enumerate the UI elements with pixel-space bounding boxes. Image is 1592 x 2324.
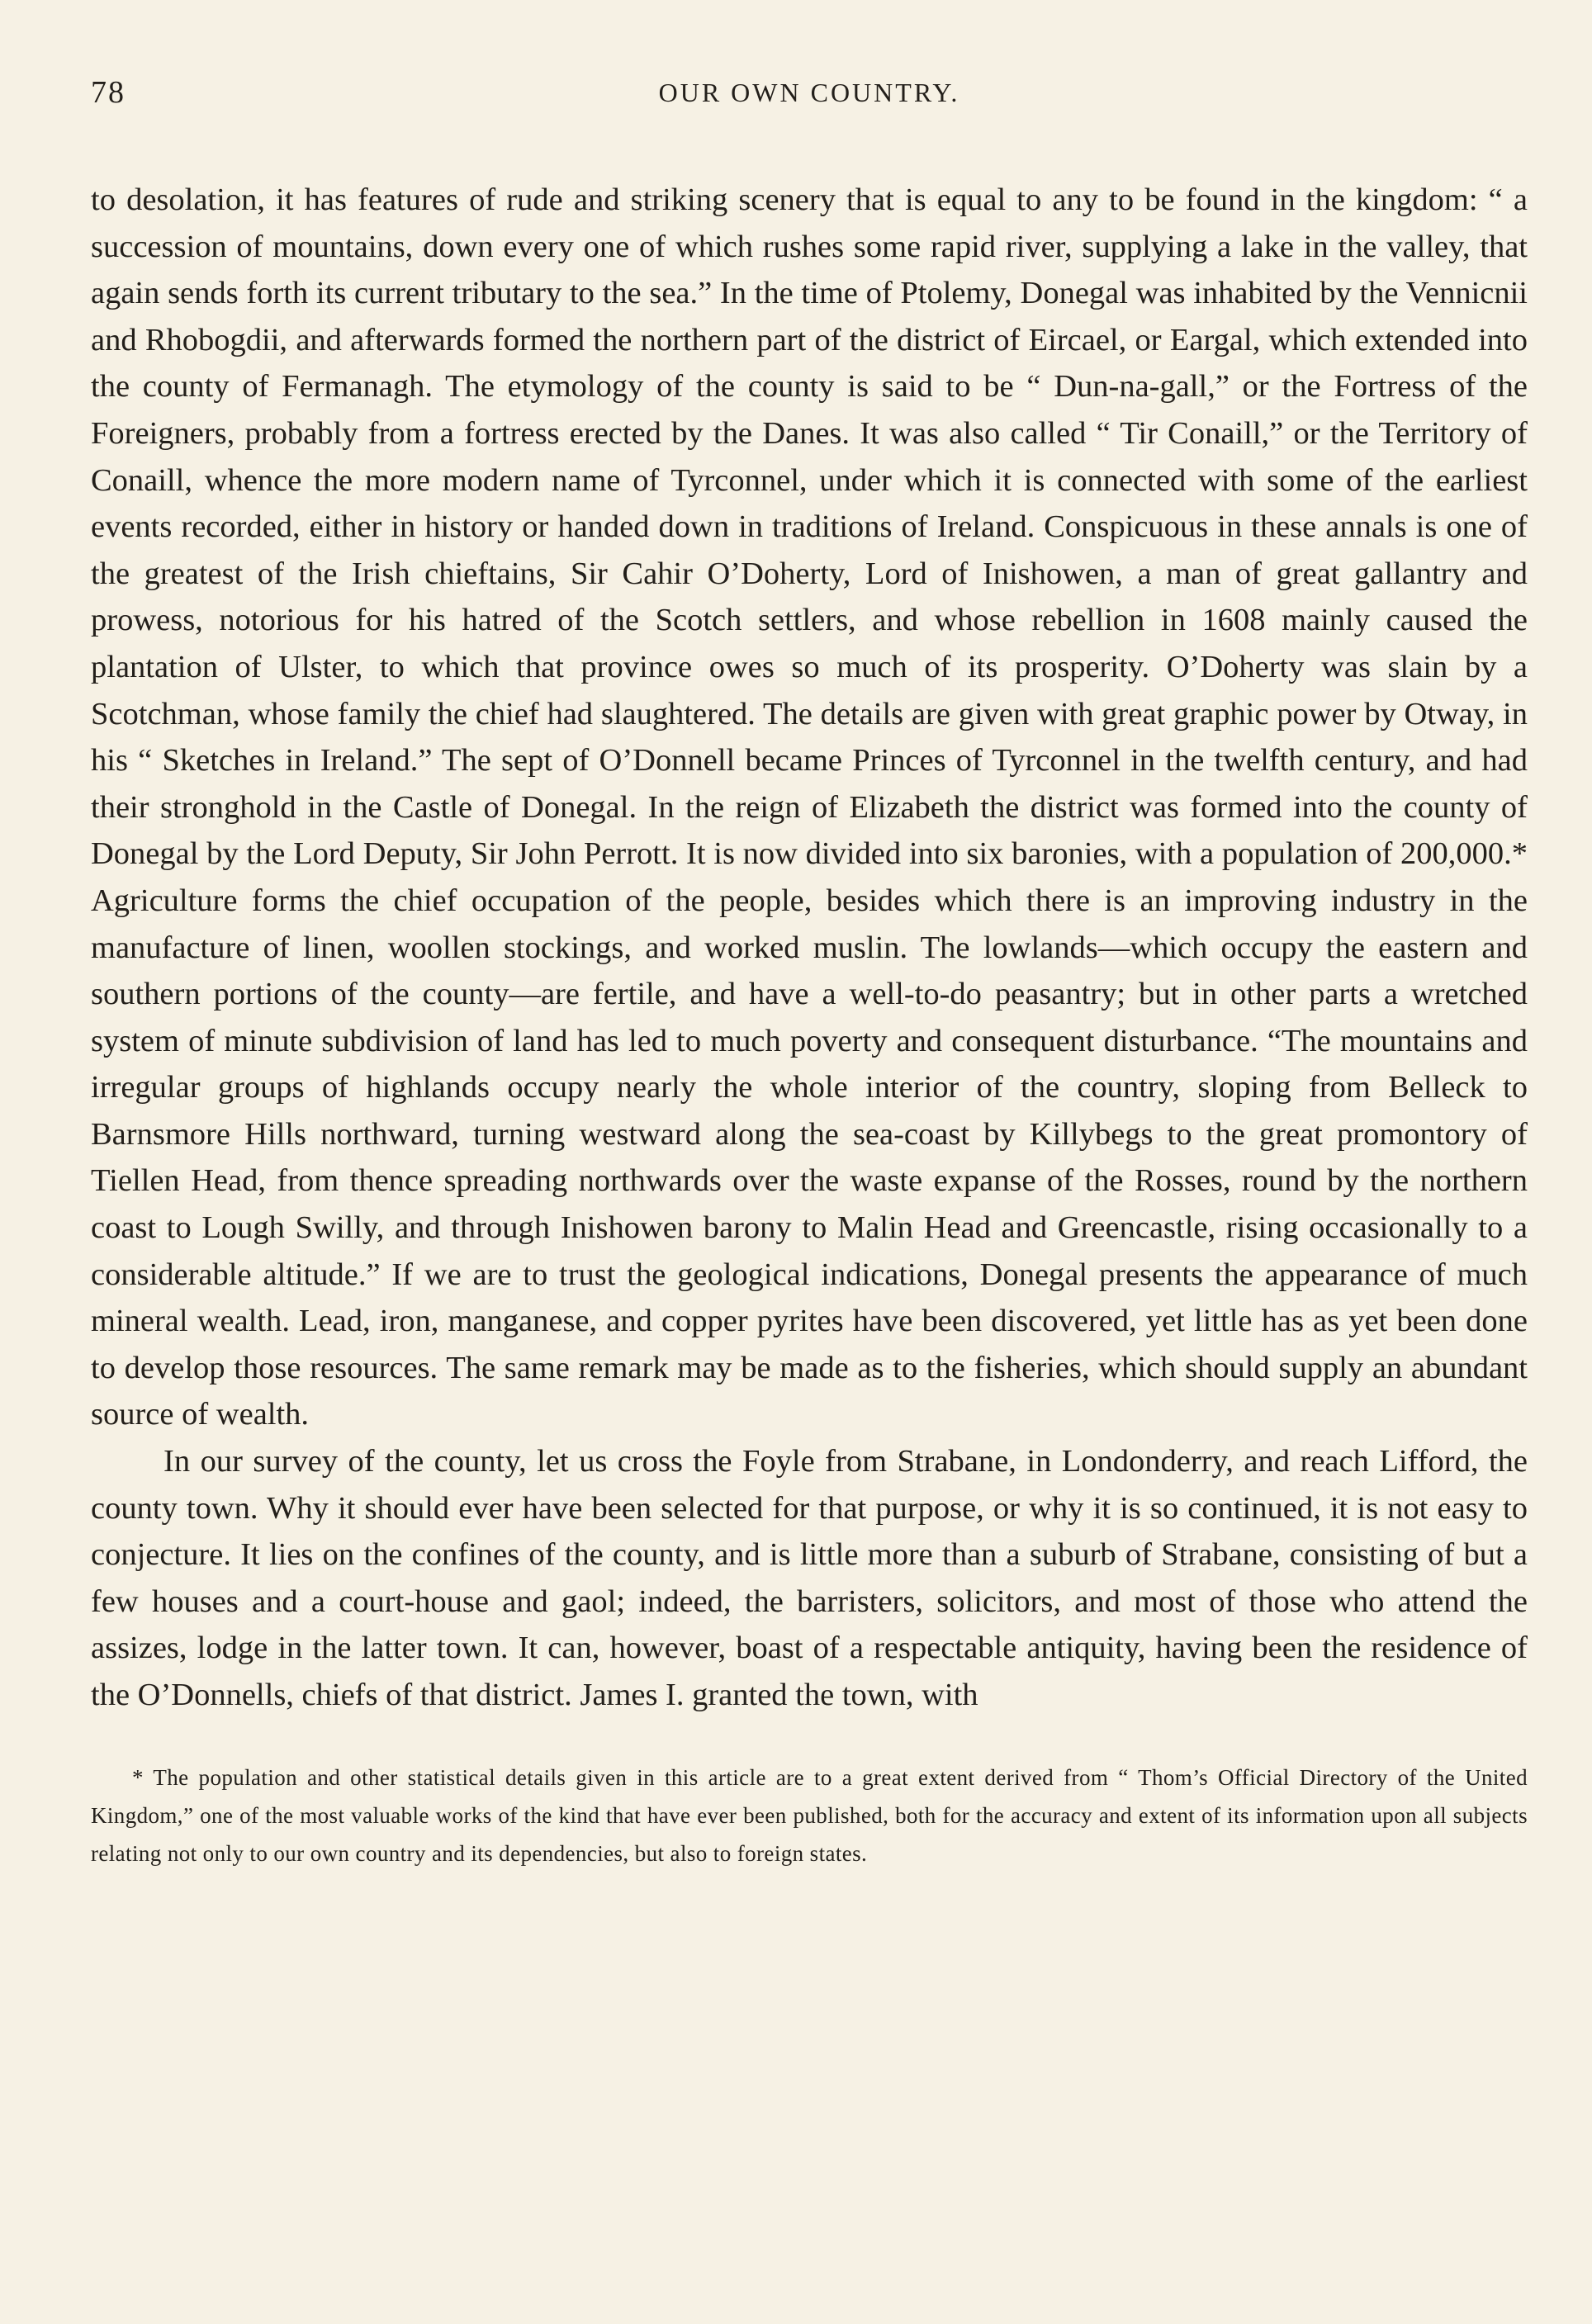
body-text [91, 177, 1528, 1719]
paragraph-lifford: In our survey of the county, let us cross the Foyle from Strabane, in Londonderry, and reach Lifford, the county town. Why it should ever have been selected for that purpose, or why it is so continued, it is not easy to conjecture. It lies on the confines of the county, and is little more than a suburb of Strabane, consisting of but a few houses and a court-house and gaol; indeed, the barristers, solicitors, and most of those who attend the assizes, lodge in the latter town. It can, however, boast of a respectable antiquity, having been the residence of the O’Donnells, chiefs of that district. James I. granted the town, with [91, 1444, 1528, 1712]
running-title: OUR OWN COUNTRY. [658, 78, 960, 107]
footnote: * The population and other statistical details given in this article are to a great extent derived from “ Thom’s Official Directory of the United Kingdom,” one of the most valuable works of the kind that have ever been published, both for the accuracy and extent of its information upon all subjects relating not only to our own country and its dependencies, but also to foreign states. [91, 1764, 1528, 1866]
running-header [91, 66, 1528, 124]
book-page [91, 66, 1528, 2279]
paragraph-continued: to desolation, it has features of rude and striking scenery that is equal to any to be found in the kingdom: “ a succession of mountains, down every one of which rushes some rapid river, supplying a lake in the valley, that again sends forth its current tributary to the sea.” In the time of Ptolemy, Donegal was inhabited by the Vennicnii and Rhobogdii, and afterwards formed the northern part of the district of Eircael, or Eargal, which extended into the county of Fermanagh. The etymology of the county is said to be “ Dun-na-gall,” or the Fortress of the Foreigners, probably from a fortress erected by the Danes. It was also called “ Tir Conaill,” or the Territory of Conaill, whence the more modern name of Tyrconnel, under which it is connected with some of the earliest events recorded, either in history or handed down in traditions of Ireland. Conspicuous in these annals is one of the greatest of the Irish chieftains, Sir Cahir O’Doherty, Lord of Inishowen, a man of great gallantry and prowess, notorious for his hatred of the Scotch settlers, and whose rebellion in 1608 mainly caused the plantation of Ulster, to which that province owes so much of its prosperity. O’Doherty was slain by a Scotchman, whose family the chief had slaughtered. The details are given with great graphic power by Otway, in his “ Sketches in Ireland.” The sept of O’Donnell became Princes of Tyrconnel in the twelfth century, and had their stronghold in the Castle of Donegal. In the reign of Elizabeth the district was formed into the county of Donegal by the Lord Deputy, Sir John Perrott. It is now divided into six baronies, with a population of 200,000.* Agriculture forms the chief occupation of the people, besides which there is an improving industry in the manufacture of linen, woollen stockings, and worked muslin. The lowlands—which occupy the eastern and southern portions of the county—are fertile, and have a well-to-do peasantry; but in other parts a wretched system of minute subdivision of land has led to much poverty and consequent disturbance. “The mountains and irregular groups of highlands occupy nearly the whole interior of the country, sloping from Belleck to Barnsmore Hills northward, turning westward along the sea-coast by Killybegs to the great promontory of Tiellen Head, from thence spreading northwards over the waste expanse of the Rosses, round by the northern coast to Lough Swilly, and through Inishowen barony to Malin Head and Greencastle, rising occasionally to a considerable altitude.” If we are to trust the geological indications, Donegal presents the appearance of much mineral wealth. Lead, iron, manganese, and copper pyrites have been discovered, yet little has as yet been done to develop those resources. The same remark may be made as to the fisheries, which should supply an abundant source of wealth. [91, 182, 1528, 1432]
page-number: 78 [91, 75, 126, 110]
